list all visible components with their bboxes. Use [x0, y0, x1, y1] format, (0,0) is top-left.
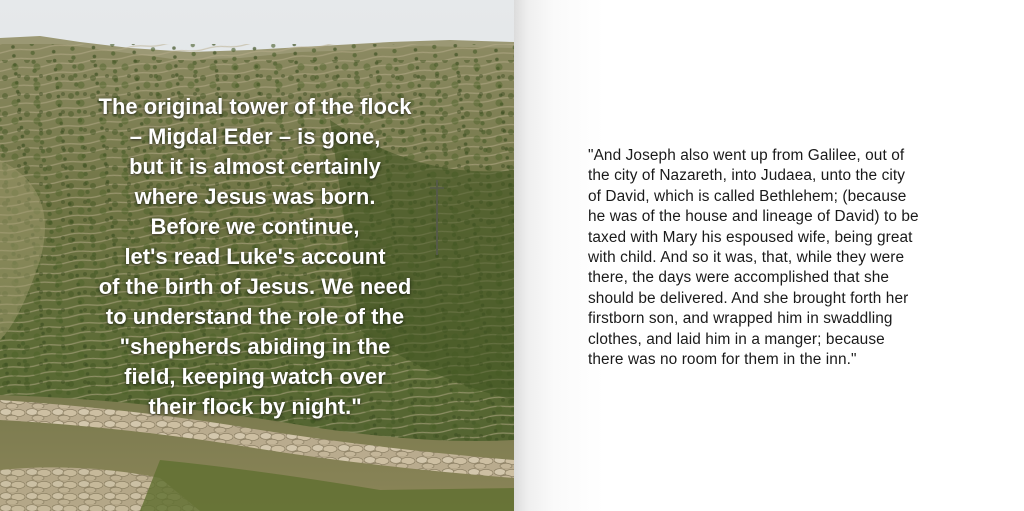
quote-line: firstborn son, and wrapped him in swaddling: [588, 310, 893, 328]
overlay-line: where Jesus was born.: [134, 184, 376, 209]
quote-line: there, the days were accomplished that she: [588, 269, 890, 287]
quote-line: the city of Nazareth, into Judaea, unto the city: [588, 167, 906, 185]
overlay-line: let's read Luke's account: [124, 244, 386, 269]
quote-line: taxed with Mary his espoused wife, being great: [588, 228, 913, 246]
overlay-line: their flock by night.": [148, 394, 362, 419]
quote-line: with child. And so it was, that, while they were: [588, 249, 905, 267]
quote-line: should be delivered. And she brought forth her: [588, 289, 909, 307]
overlay-line: – Migdal Eder – is gone,: [129, 124, 381, 149]
right-page: [514, 0, 1024, 511]
quote-line: clothes, and laid him in a manger; because: [588, 330, 885, 348]
quote-line: "And Joseph also went up from Galilee, out of: [588, 147, 905, 164]
quote-line: he was of the house and lineage of David) to be: [588, 208, 919, 226]
overlay-line: to understand the role of the: [105, 304, 405, 329]
overlay-line: of the birth of Jesus. We need: [98, 274, 412, 299]
overlay-line: The original tower of the flock: [98, 94, 412, 119]
quote-line: of David, which is called Bethlehem; (because: [588, 187, 907, 205]
overlay-line: but it is almost certainly: [129, 154, 381, 179]
scripture-quote: [588, 146, 978, 370]
quote-line: there was no room for them in the inn.": [588, 351, 857, 369]
overlay-line: "shepherds abiding in the: [119, 334, 391, 359]
overlay-line: Before we continue,: [150, 214, 360, 239]
overlay-line: field, keeping watch over: [124, 364, 386, 389]
overlay-caption: [50, 92, 460, 422]
